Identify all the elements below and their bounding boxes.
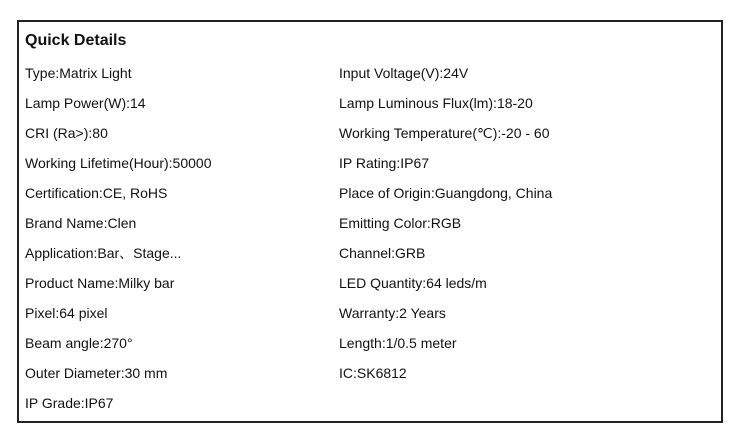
detail-item: IP Grade:IP67 <box>25 395 114 411</box>
detail-item: LED Quantity:64 leds/m <box>339 275 487 291</box>
detail-item: Place of Origin:Guangdong, China <box>339 185 553 201</box>
details-left-column <box>25 62 212 422</box>
detail-item: Channel:GRB <box>339 245 426 261</box>
detail-item: Outer Diameter:30 mm <box>25 365 168 381</box>
detail-item: Pixel:64 pixel <box>25 305 108 321</box>
detail-item: Type:Matrix Light <box>25 65 132 81</box>
detail-item: IC:SK6812 <box>339 365 407 381</box>
detail-item: Input Voltage(V):24V <box>339 65 469 81</box>
details-right-column <box>339 62 552 392</box>
detail-item: Warranty:2 Years <box>339 305 446 321</box>
detail-item: Brand Name:Clen <box>25 215 137 231</box>
detail-item: Lamp Power(W):14 <box>25 95 146 111</box>
detail-item: IP Rating:IP67 <box>339 155 430 171</box>
detail-item: Product Name:Milky bar <box>25 275 175 291</box>
detail-item: Beam angle:270° <box>25 335 133 351</box>
quick-details-panel <box>17 20 723 423</box>
detail-item: Application:Bar、Stage... <box>25 245 182 261</box>
detail-item: Working Temperature(℃):-20 - 60 <box>339 125 550 141</box>
detail-item: CRI (Ra>):80 <box>25 125 108 141</box>
detail-item: Emitting Color:RGB <box>339 215 462 231</box>
section-title: Quick Details <box>25 32 127 49</box>
detail-item: Working Lifetime(Hour):50000 <box>25 155 212 171</box>
detail-item: Length:1/0.5 meter <box>339 335 457 351</box>
detail-item: Lamp Luminous Flux(lm):18-20 <box>339 95 533 111</box>
detail-item: Certification:CE, RoHS <box>25 185 168 201</box>
